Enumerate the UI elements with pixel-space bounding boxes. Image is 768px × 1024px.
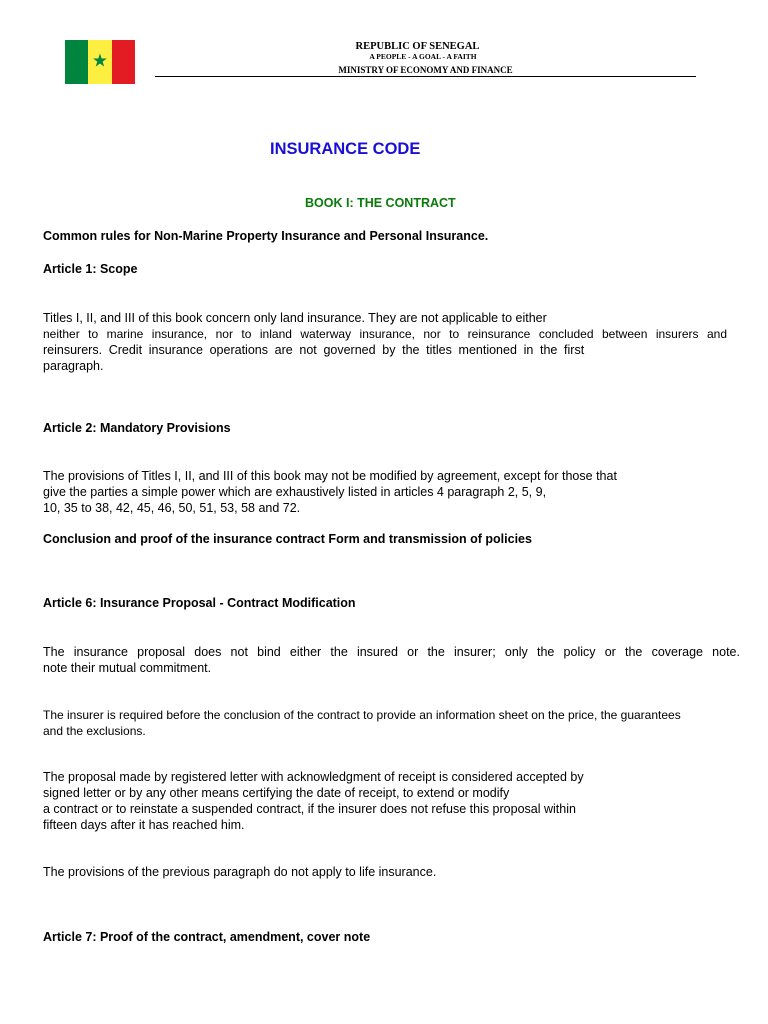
text-line: a contract or to reinstate a suspended contract, if the insurer does not refuse this proposal within [43, 802, 576, 816]
article-6-paragraph-4: The provisions of the previous paragraph do not apply to life insurance. [43, 865, 437, 879]
text-line: The proposal made by registered letter with acknowledgment of receipt is considered accepted by [43, 770, 584, 784]
article-6-paragraph-1 [43, 644, 740, 676]
text-line: Titles I, II, and III of this book concern only land insurance. They are not applicable to either [43, 311, 547, 325]
text-line: fifteen days after it has reached him. [43, 818, 245, 832]
article-6-heading: Article 6: Insurance Proposal - Contract Modification [43, 596, 356, 610]
section-heading-conclusion: Conclusion and proof of the insurance contract Form and transmission of policies [43, 532, 532, 546]
text-line: note their mutual commitment. [43, 661, 212, 675]
flag-band-yellow [88, 40, 111, 84]
text-line: The insurer is required before the conclusion of the contract to provide an information sheet on the price, the guarantees [43, 708, 681, 722]
article-2-text [43, 468, 617, 516]
article-1-text [43, 310, 727, 374]
letterhead [155, 41, 696, 77]
article-7-heading: Article 7: Proof of the contract, amendment, cover note [43, 930, 371, 944]
text-line: give the parties a simple power which are exhaustively listed in articles 4 paragraph 2, 5, 9, [43, 485, 547, 499]
ministry-name: MINISTRY OF ECONOMY AND FINANCE [338, 65, 513, 75]
star-icon: ★ [91, 50, 109, 72]
text-line: paragraph. [43, 359, 104, 373]
article-6-paragraph-2 [43, 707, 681, 739]
national-motto: A PEOPLE - A GOAL - A FAITH [369, 52, 477, 61]
book-title: BOOK I: THE CONTRACT [305, 196, 456, 210]
republic-name: REPUBLIC OF SENEGAL [355, 41, 480, 52]
text-line: 10, 35 to 38, 42, 45, 46, 50, 51, 53, 58 and 72. [43, 501, 301, 515]
text-line: neither to marine insurance, nor to inland waterway insurance, nor to reinsurance concluded between insurers and [43, 327, 727, 341]
text-line: The provisions of Titles I, II, and III of this book may not be modified by agreement, except for those that [43, 469, 617, 483]
section-heading-common-rules: Common rules for Non-Marine Property Insurance and Personal Insurance. [43, 229, 489, 243]
flag-band-green [65, 40, 88, 84]
text-line: The insurance proposal does not bind either the insured or the insurer; only the policy or the coverage note. [43, 645, 740, 659]
text-line: signed letter or by any other means certifying the date of receipt, to extend or modify [43, 786, 510, 800]
header-divider [155, 76, 696, 77]
text-line: and the exclusions. [43, 724, 146, 738]
flag-band-red [112, 40, 135, 84]
article-6-paragraph-3 [43, 769, 584, 833]
text-line: reinsurers. Credit insurance operations are not governed by the titles mentioned in the first [43, 343, 585, 357]
senegal-flag [65, 40, 135, 84]
article-2-heading: Article 2: Mandatory Provisions [43, 421, 231, 435]
document-title: INSURANCE CODE [270, 140, 421, 158]
article-1-heading: Article 1: Scope [43, 262, 138, 276]
